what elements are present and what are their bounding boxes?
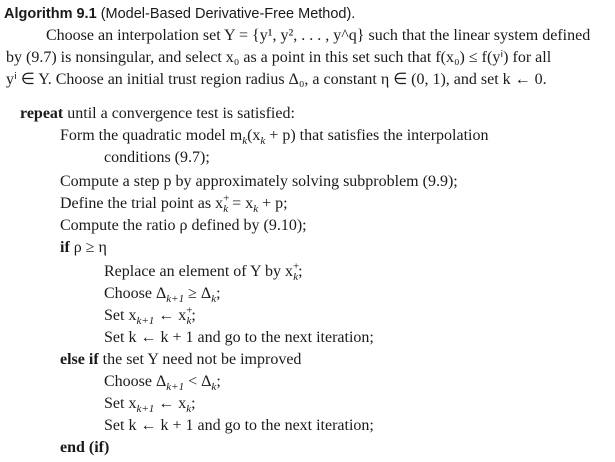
trial-point-eq: = x	[228, 195, 254, 212]
step-choose-radius-2: Choose $\Delta_{k+1} < \Delta_k$;	[104, 373, 221, 394]
preamble-line-2: by (9.7) is nonsingular, and select x₀ as a point in this set such that f(x₀) ≤ f(yⁱ) for all	[6, 49, 552, 66]
preamble-line-1: Choose an interpolation set Y = {y¹, y², . . . , y^q} such that the linear system defined	[46, 27, 591, 44]
set-x-2-arrow: ← x	[154, 395, 187, 412]
trial-point-text: Define the trial point as x	[60, 195, 224, 212]
elseif-line	[60, 350, 301, 370]
step-compute-ratio: Compute the ratio ρ defined by (9.10);	[60, 217, 307, 234]
algorithm-title	[4, 6, 355, 22]
if-line	[60, 238, 107, 258]
choose-radius-2-rel: < Δ	[184, 373, 212, 390]
end-if-line: end (if)	[60, 439, 110, 456]
step-conditions: conditions (9.7);	[104, 149, 210, 166]
step-trial-point: Define the trial point as $x^+_k = x_k + p$;	[60, 192, 288, 216]
choose-radius-1-text: Choose Δ	[104, 285, 167, 302]
step-set-x-2: Set $x_{k+1}$ ← $x_k$;	[104, 395, 196, 416]
repeat-condition: until a convergence test is satisfied:	[63, 105, 295, 122]
step-choose-radius-1: Choose $\Delta_{k+1} \ge \Delta_k$;	[104, 285, 221, 306]
replace-text: Replace an element of Y by x	[104, 263, 293, 280]
step-set-k-2: Set k ← k + 1 and go to the next iteration;	[104, 417, 374, 434]
form-model-arg: (x	[247, 127, 261, 144]
if-keyword: if	[60, 239, 70, 256]
preamble-line-3: yⁱ ∈ Y. Choose an initial trust region radius Δ₀, a constant η ∈ (0, 1), and set k ← 0.	[6, 71, 547, 88]
step-compute-step: Compute a step p by approximately solving subproblem (9.9);	[60, 173, 458, 190]
form-model-rest: + p) that satisfies the interpolation	[265, 127, 489, 144]
repeat-line	[20, 104, 295, 124]
form-model-text: Form the quadratic model m	[60, 127, 243, 144]
elseif-condition: the set Y need not be improved	[98, 351, 302, 368]
step-set-x-1: Set $x_{k+1}$ ← $x^+_k$;	[104, 304, 196, 328]
choose-radius-2-text: Choose Δ	[104, 373, 167, 390]
step-form-model: Form the quadratic model $m_k(x_k + p)$ that satisfies the interpolation	[60, 127, 489, 148]
if-condition: ρ ≥ η	[69, 239, 107, 256]
algorithm-label: Algorithm 9.1	[4, 6, 97, 22]
set-x-2-text: Set x	[104, 395, 137, 412]
choose-radius-1-rel: ≥ Δ	[184, 285, 212, 302]
elseif-keyword: else if	[60, 351, 99, 368]
trial-point-rest: + p;	[258, 195, 288, 212]
algorithm-name: (Model-Based Derivative-Free Method).	[100, 6, 356, 22]
set-x-1-arrow: ← x	[154, 307, 187, 324]
step-set-k-1: Set k ← k + 1 and go to the next iteration;	[104, 329, 374, 346]
step-replace: Replace an element of Y by $x^+_k$;	[104, 260, 303, 284]
repeat-keyword: repeat	[20, 105, 64, 122]
set-x-1-text: Set x	[104, 307, 137, 324]
